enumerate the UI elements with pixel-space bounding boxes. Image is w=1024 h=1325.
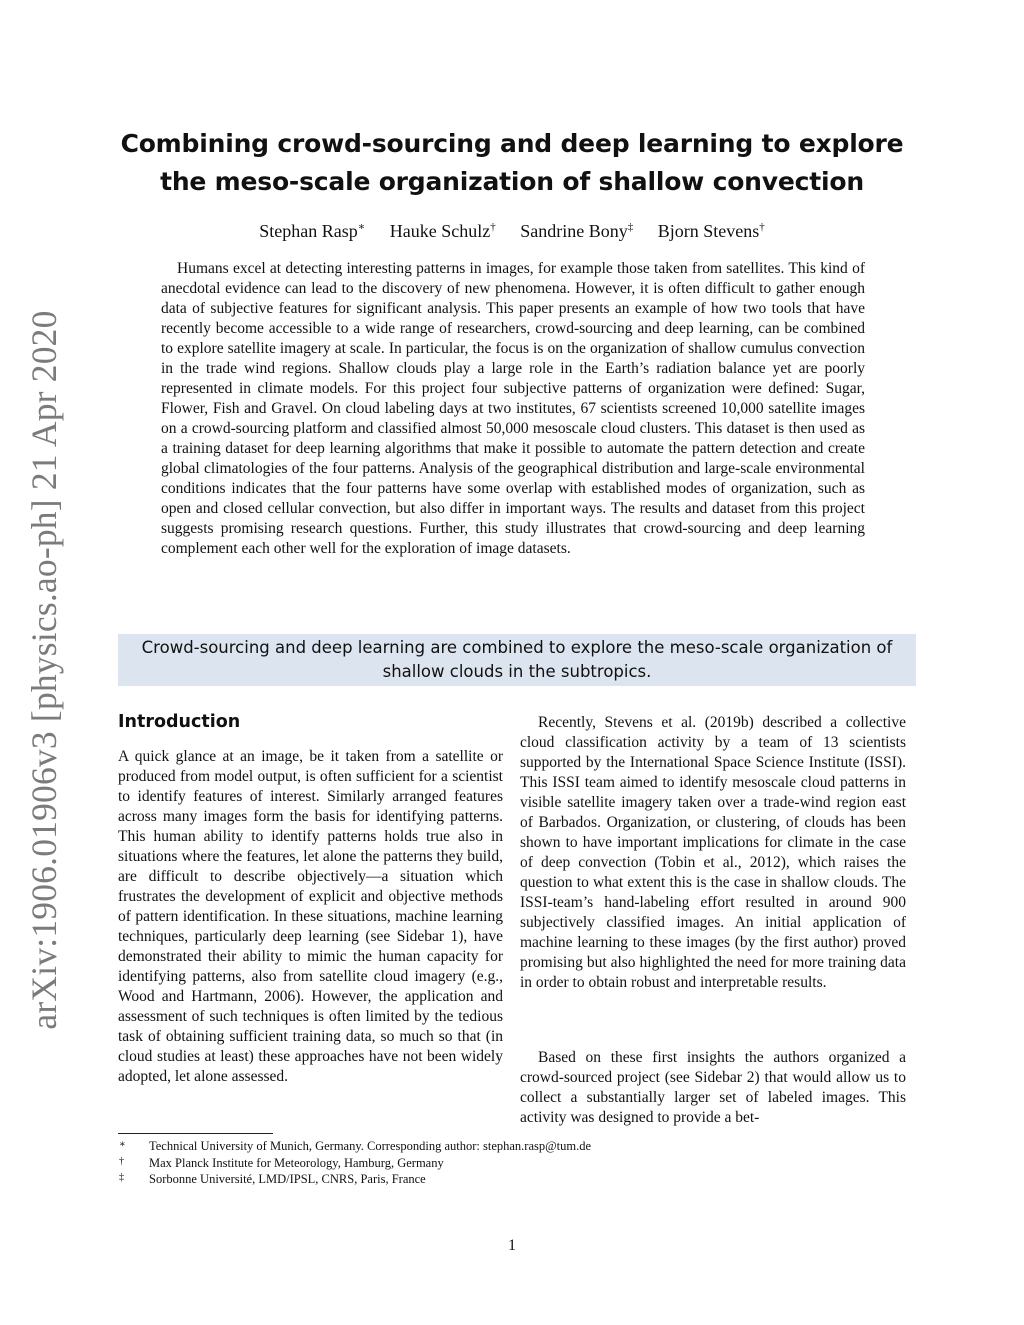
affiliation-mark: † (759, 221, 765, 233)
footnote-text: Sorbonne Université, LMD/IPSL, CNRS, Paris, France (149, 1172, 426, 1186)
author-name: Sandrine Bony‡ (520, 221, 634, 241)
footnote-text: Max Planck Institute for Meteorology, Hamburg, Germany (149, 1156, 444, 1170)
affiliation-mark: † (490, 221, 496, 233)
footnote-divider (118, 1133, 273, 1134)
section-heading-introduction: Introduction (118, 712, 241, 732)
intro-paragraph-right-2: Based on these first insights the authors organized a crowd-sourced project (see Sidebar 2) that would allow us to collect a substantially larger set of labeled images. This activity was designed to provide a bet- (520, 1049, 906, 1126)
footnote-affiliation (118, 1170, 818, 1187)
arxiv-identifier-stamp: arXiv:1906.01906v3 [physics.ao-ph] 21 Apr 2020 (24, 310, 64, 1030)
affiliation-mark: ∗ (357, 221, 366, 233)
paper-title: Combining crowd-sourcing and deep learning to explore the meso-scale organization of shallow convection (120, 129, 904, 196)
footnote-text: Technical University of Munich, Germany. Corresponding author: stephan.rasp@tum.de (149, 1139, 592, 1153)
intro-paragraph-right-1: Recently, Stevens et al. (2019b) described a collective cloud classification activity by a team of 13 scientists supported by the International Space Science Institute (ISSI). This ISSI team aimed to identify mesoscale cloud patterns in visible satellite imagery taken over a trade-wind region east of Barbados. Organization, or clustering, of clouds has been shown to have important implications for climate in the case of deep convection (Tobin et al., 2012), which raises the question to what extent this is the case in shallow clouds. The ISSI-team’s hand-labeling effort resulted in around 900 subjectively classified images. An initial application of machine learning to these images (by the first author) proved promising but also highlighted the need for more training data in order to obtain robust and interpretable results. (520, 714, 906, 991)
footnote-mark: † (119, 1156, 124, 1167)
footnote-mark: ∗ (119, 1139, 126, 1150)
key-point-text: Crowd-sourcing and deep learning are combined to explore the meso-scale organization of shallow clouds in the subtropics. (141, 638, 893, 681)
page-number: 1 (508, 1237, 516, 1254)
footnote-mark: ‡ (119, 1172, 124, 1183)
footnote-affiliation (118, 1154, 818, 1171)
footnote-affiliation (118, 1137, 818, 1154)
author-name: Stephan Rasp∗ (259, 221, 366, 241)
author-name: Hauke Schulz† (389, 221, 496, 241)
author-name: Bjorn Stevens† (657, 221, 765, 241)
abstract: Humans excel at detecting interesting patterns in images, for example those taken from satellites. This kind of anecdotal evidence can lead to the discovery of new phenomena. However, it is often difficult to gather enough data of subjective features for significant analysis. This paper presents an example of how two tools that have recently become accessible to a wide range of researchers, crowd-sourcing and deep learning, can be combined to explore satellite imagery at scale. In particular, the focus is on the organization of shallow cumulus convection in the trade wind regions. Shallow clouds play a large role in the Earth’s radiation balance yet are poorly represented in climate models. For this project four subjective patterns of organization were defined: Sugar, Flower, Fish and Gravel. On cloud labeling days at two institutes, 67 scientists screened 10,000 satellite images on a crowd-sourcing platform and classified almost 50,000 mesoscale cloud clusters. This dataset is then used as a training dataset for deep learning algorithms that make it possible to automate the pattern detection and create global climatologies of the four patterns. Analysis of the geographical distribution and large-scale environmental conditions indicates that the four patterns have some overlap with established modes of organization, such as open and closed cellular convection, but also differ in important ways. The results and dataset from this project suggests promising research questions. Further, this study illustrates that crowd-sourcing and deep learning complement each other well for the exploration of image datasets. (161, 260, 865, 557)
affiliation-mark: ‡ (627, 221, 634, 233)
author-list (110, 219, 914, 243)
intro-paragraph-left: A quick glance at an image, be it taken from a satellite or produced from model output, is often sufficient for a scientist to identify features of interest. Similarly arranged features across many images form the basis for identifying patterns. This human ability to identify patterns holds true also in situations where the features, let alone the patterns they build, are difficult to describe objectively—a situation which frustrates the development of explicit and objective methods of pattern identification. In these situations, machine learning techniques, particularly deep learning (see Sidebar 1), have demonstrated their ability to mimic the human capacity for identifying patterns, also from satellite cloud imagery (e.g., Wood and Hartmann, 2006). However, the application and assessment of such techniques is often limited by the tedious task of obtaining sufficient training data, so much so that (in cloud studies at least) these approaches have not been widely adopted, let alone assessed. (118, 748, 503, 1085)
